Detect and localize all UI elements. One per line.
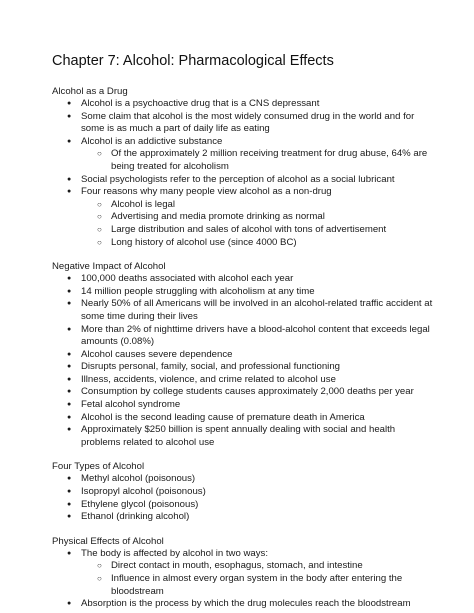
sub-list-item: ○ Of the approximately 2 million receiving treatment for drug abuse, 64% are being treated for alcoholism: [52, 148, 434, 173]
list-item: ● Alcohol is a psychoactive drug that is a CNS depressant: [52, 98, 434, 111]
sub-list-item: ○ Advertising and media promote drinking as normal: [52, 211, 434, 224]
section-heading: Alcohol as a Drug: [52, 86, 128, 97]
list-item: ● Isopropyl alcohol (poisonous): [52, 486, 434, 499]
list-item: ● More than 2% of nighttime drivers have a blood-alcohol content that exceeds legal amounts (0.08%): [52, 324, 434, 349]
list-item: ● Ethylene glycol (poisonous): [52, 499, 434, 512]
list-item: ● Social psychologists refer to the perception of alcohol as a social lubricant: [52, 174, 434, 187]
list-item: ● Alcohol is an addictive substance: [52, 136, 434, 149]
list-item: ● Disrupts personal, family, social, and professional functioning: [52, 361, 434, 374]
list-item: ● Some claim that alcohol is the most widely consumed drug in the world and for some is as much a part of daily life as eating: [52, 111, 434, 136]
list-item: ● Alcohol is the second leading cause of premature death in America: [52, 412, 434, 425]
sub-list-item: ○ Influence in almost every organ system in the body after entering the bloodstream: [52, 573, 434, 598]
bullet-list: [52, 273, 434, 449]
bullet-list: [52, 98, 434, 249]
list-item: ● Four reasons why many people view alcohol as a non-drug: [52, 186, 434, 199]
bullet-list: [52, 548, 434, 611]
list-item: ● Absorption is the process by which the drug molecules reach the bloodstream: [52, 598, 434, 611]
page-title: Chapter 7: Alcohol: Pharmacological Effects: [52, 53, 334, 69]
section-physical-effects: [52, 535, 434, 611]
list-item: ● Consumption by college students causes approximately 2,000 deaths per year: [52, 386, 434, 399]
list-item: ● Fetal alcohol syndrome: [52, 399, 434, 412]
section-heading: Four Types of Alcohol: [52, 461, 145, 473]
list-item: ● 14 million people struggling with alcoholism at any time: [52, 286, 434, 299]
list-item: ● Illness, accidents, violence, and crime related to alcohol use: [52, 374, 434, 387]
sub-list-item: ○ Large distribution and sales of alcohol with tons of advertisement: [52, 224, 434, 237]
sub-list-item: ○ Direct contact in mouth, esophagus, stomach, and intestine: [52, 560, 434, 573]
section-alcohol-as-a-drug: [52, 85, 434, 249]
list-item: ● Approximately $250 billion is spent annually dealing with social and health problems related to alcohol use: [52, 424, 434, 449]
list-item: ● 100,000 deaths associated with alcohol each year: [52, 273, 434, 286]
list-item: ● The body is affected by alcohol in two ways:: [52, 548, 434, 561]
list-item: ● Alcohol causes severe dependence: [52, 349, 434, 362]
sub-list-item: ○ Alcohol is legal: [52, 199, 434, 212]
section-heading: Negative Impact of Alcohol: [52, 261, 166, 273]
list-item: ● Methyl alcohol (poisonous): [52, 473, 434, 486]
section-four-types: [52, 460, 434, 523]
bullet-list: [52, 473, 434, 523]
list-item: ● Nearly 50% of all Americans will be involved in an alcohol-related traffic accident at some time during their lives: [52, 298, 434, 323]
section-negative-impact: [52, 260, 434, 449]
list-item: ● Ethanol (drinking alcohol): [52, 511, 434, 524]
section-heading: Physical Effects of Alcohol: [52, 535, 164, 547]
sub-list-item: ○ Long history of alcohol use (since 4000 BC): [52, 237, 434, 250]
